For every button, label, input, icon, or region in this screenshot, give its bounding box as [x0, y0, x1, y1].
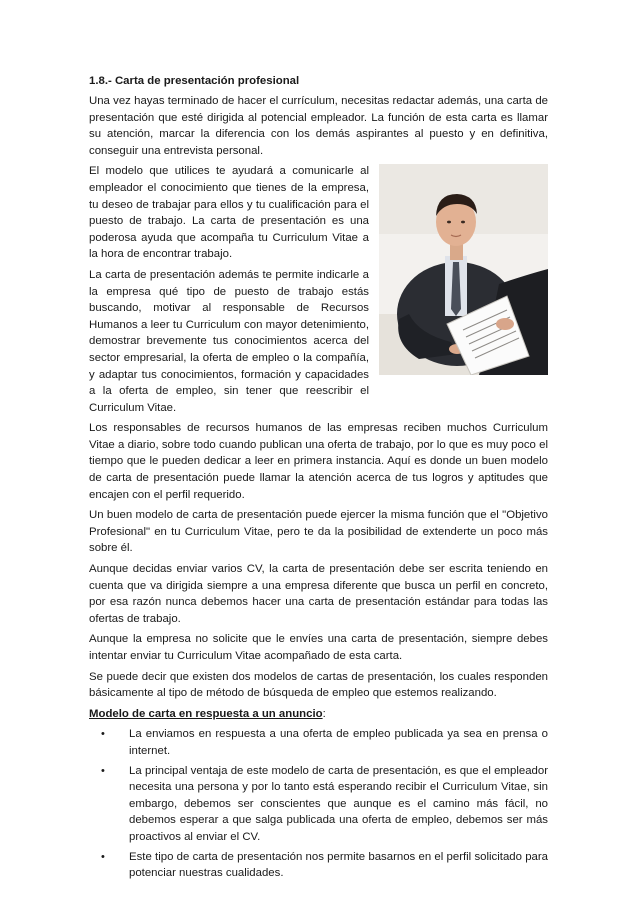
list-item-text: La enviamos en respuesta a una oferta de empleo publicada ya sea en prensa o internet. [129, 728, 548, 757]
bullet-icon: • [101, 764, 105, 777]
paragraph-always-send: Aunque la empresa no solicite que le envíes una carta de presentación, siempre debes intentar enviar tu Curriculum Vitae acompañado de esta carta. [89, 633, 548, 662]
paragraph-intro: Una vez hayas terminado de hacer el currículum, necesitas redactar además, una carta de presentación que esté dirigida al potencial empleador. La función de esta carta es llamar su atención, marcar la diferencia con los demás aspirantes al puesto y en definitiva, conseguir una entrevista personal. [89, 95, 548, 157]
list-item [89, 763, 548, 846]
list-item-text: Este tipo de carta de presentación nos permite basarnos en el perfil solicitado para potenciar nuestras cualidades. [129, 850, 548, 880]
paragraph-model: El modelo que utilices te ayudará a comunicarle al empleador el conocimiento que tienes de la empresa, tu deseo de trabajar para ellos y tu cualificación para el puesto de trabajo. La carta de presentación es una poderosa ayuda que acompaña tu Curriculum Vitae a la hora de encontrar trabajo. [89, 165, 369, 261]
section-title: 1.8.- Carta de presentación profesional [89, 75, 300, 87]
paragraph-purpose: La carta de presentación además te permite indicarle a la empresa qué tipo de puesto de trabajo estás buscando, motivar al responsable de Recursos Humanos a leer tu Curriculum con mayor detenimiento, demostrar brevemente tus conocimientos acerca del sector empresarial, la oferta de empleo o la compañía, y adaptar tus conocimientos, formación y capacidades a la oferta de empleo, sin tener que reescribir el Curriculum Vitae. [89, 268, 369, 414]
paragraph-objective: Un buen modelo de carta de presentación puede ejercer la misma función que el "Objetivo Profesional" en tu Curriculum Vitae, pero te da la posibilidad de extenderte un poco más sobre él. [89, 509, 548, 555]
paragraph-multiple-cv: Aunque decidas enviar varios CV, la carta de presentación debe ser escrita teniendo en cuenta que va dirigida siempre a una empresa diferente que busca un perfil en concreto, por esa razón nunca debemos hacer una carta de presentación estándar para todas las ofertas de trabajo. [89, 563, 548, 625]
list-item [89, 849, 548, 882]
paragraph-two-models: Se puede decir que existen dos modelos de cartas de presentación, los cuales responden básicamente al tipo de método de búsqueda de empleo que estemos realizando. [89, 670, 548, 700]
paragraph-hr: Los responsables de recursos humanos de las empresas reciben muchos Curriculum Vitae a diario, sobre todo cuando publican una oferta de trabajo, por lo que es muy poco el tiempo que le pueden dedicar a leer en primera instancia. Aquí es donde un buen modelo de carta de presentación puede llamar la atención acerca de tus logros y aptitudes que encajen con el perfil requerido. [89, 422, 548, 501]
list-item [89, 726, 548, 759]
job-interview-photo [379, 164, 548, 375]
list-item-text: La principal ventaja de este modelo de carta de presentación, es que el empleador necesita una persona y por lo tanto está esperando recibir el Curriculum Vitae, sin embargo, debemos ser conscientes que aunque es el camino más fácil, no debemos esperar a que salga publicada una oferta de empleo, debemos ser más proactivos al enviar el CV. [129, 764, 548, 843]
subheading-label: Modelo de carta en respuesta a un anuncio [89, 707, 323, 720]
bullet-list [89, 726, 548, 881]
document-content [89, 73, 548, 885]
bullet-icon: • [101, 850, 105, 863]
subheading-colon: : [322, 707, 326, 720]
text-with-photo [89, 163, 548, 420]
interview-photo-icon [379, 164, 548, 375]
subheading-response-model [89, 706, 548, 723]
bullet-icon: • [101, 728, 105, 741]
float-text-column [89, 163, 369, 420]
